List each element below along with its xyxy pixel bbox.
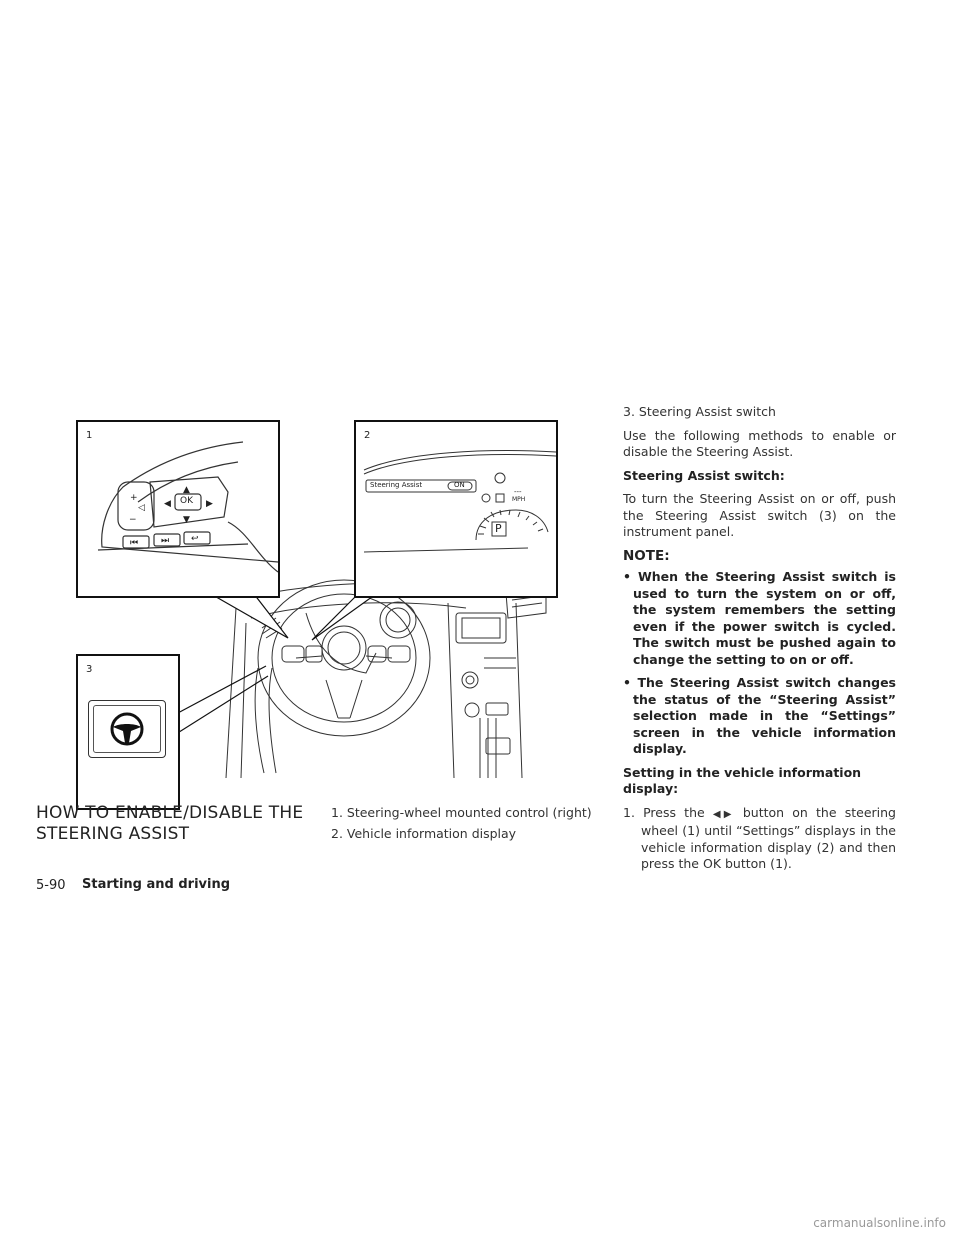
volume-icon: ◁ bbox=[138, 503, 145, 513]
callout-3-box bbox=[76, 654, 180, 810]
caption-1: 1. Steering-wheel mounted control (right) bbox=[331, 805, 592, 820]
plus-icon: + bbox=[130, 493, 138, 503]
switch-heading: Steering Assist switch: bbox=[623, 467, 785, 483]
callout-3-number: 3 bbox=[86, 664, 93, 675]
back-icon: ↩ bbox=[191, 534, 199, 544]
note-title: NOTE: bbox=[623, 547, 670, 564]
note-bullet-2: • The Steering Assist switch changes the status of the “Steering Assist” selection made in the “Settings” screen in the vehicle information display. bbox=[623, 675, 896, 756]
display-gear: P bbox=[495, 522, 502, 535]
caption-3: 3. Steering Assist switch bbox=[623, 404, 776, 419]
display-dashes: --- bbox=[514, 488, 522, 496]
watermark: carmanualsonline.info bbox=[813, 1216, 946, 1230]
callout-2-box bbox=[354, 420, 558, 598]
settings-heading: Setting in the vehicle information display: bbox=[623, 764, 862, 796]
minus-icon: − bbox=[129, 515, 137, 525]
skip-forward-icon: ⏭ bbox=[161, 536, 170, 546]
intro-paragraph: Use the following methods to enable or disable the Steering Assist. bbox=[623, 427, 896, 459]
skip-back-icon: ⏮ bbox=[130, 538, 139, 548]
callout-1-box bbox=[76, 420, 280, 598]
right-column bbox=[623, 404, 896, 880]
steering-assist-switch bbox=[88, 700, 166, 758]
display-unit: MPH bbox=[512, 496, 526, 503]
arrow-left-icon: ◀ bbox=[164, 499, 171, 509]
note-bullet-1: • When the Steering Assist switch is used to turn the system on or off, the system remembers the setting even if the power switch is cycled. The switch must be pushed again to change the setting to on or off. bbox=[623, 569, 896, 667]
arrow-right-icon: ▶ bbox=[206, 499, 213, 509]
arrow-down-icon: ▼ bbox=[183, 515, 190, 525]
steering-switch-illustration bbox=[78, 422, 278, 596]
callout-2-number: 2 bbox=[364, 430, 371, 441]
callout-1-number: 1 bbox=[86, 430, 93, 441]
display-steering-assist-label: Steering Assist bbox=[370, 481, 423, 489]
caption-2: 2. Vehicle information display bbox=[331, 826, 517, 841]
section-heading: HOW TO ENABLE/DISABLE THE STEERING ASSIST bbox=[36, 803, 304, 844]
switch-paragraph: To turn the Steering Assist on or off, push the Steering Assist switch (3) on the instrument panel. bbox=[623, 491, 896, 539]
figure-illustration bbox=[76, 418, 556, 808]
steering-wheel-icon bbox=[109, 711, 145, 747]
page-number: 5-90 bbox=[36, 878, 66, 893]
ok-button-label: OK bbox=[180, 496, 193, 506]
arrow-up-icon: ▲ bbox=[183, 485, 190, 495]
info-display-illustration bbox=[356, 422, 556, 596]
display-on-label: ON bbox=[454, 481, 465, 489]
left-right-arrows-icon: ◀▶ bbox=[712, 808, 735, 820]
step-1: 1. Press the ◀▶ button on the steering wheel (1) until “Settings” displays in the vehicle information display (2) and then press the OK button (1). bbox=[623, 804, 896, 871]
section-name: Starting and driving bbox=[82, 877, 231, 892]
